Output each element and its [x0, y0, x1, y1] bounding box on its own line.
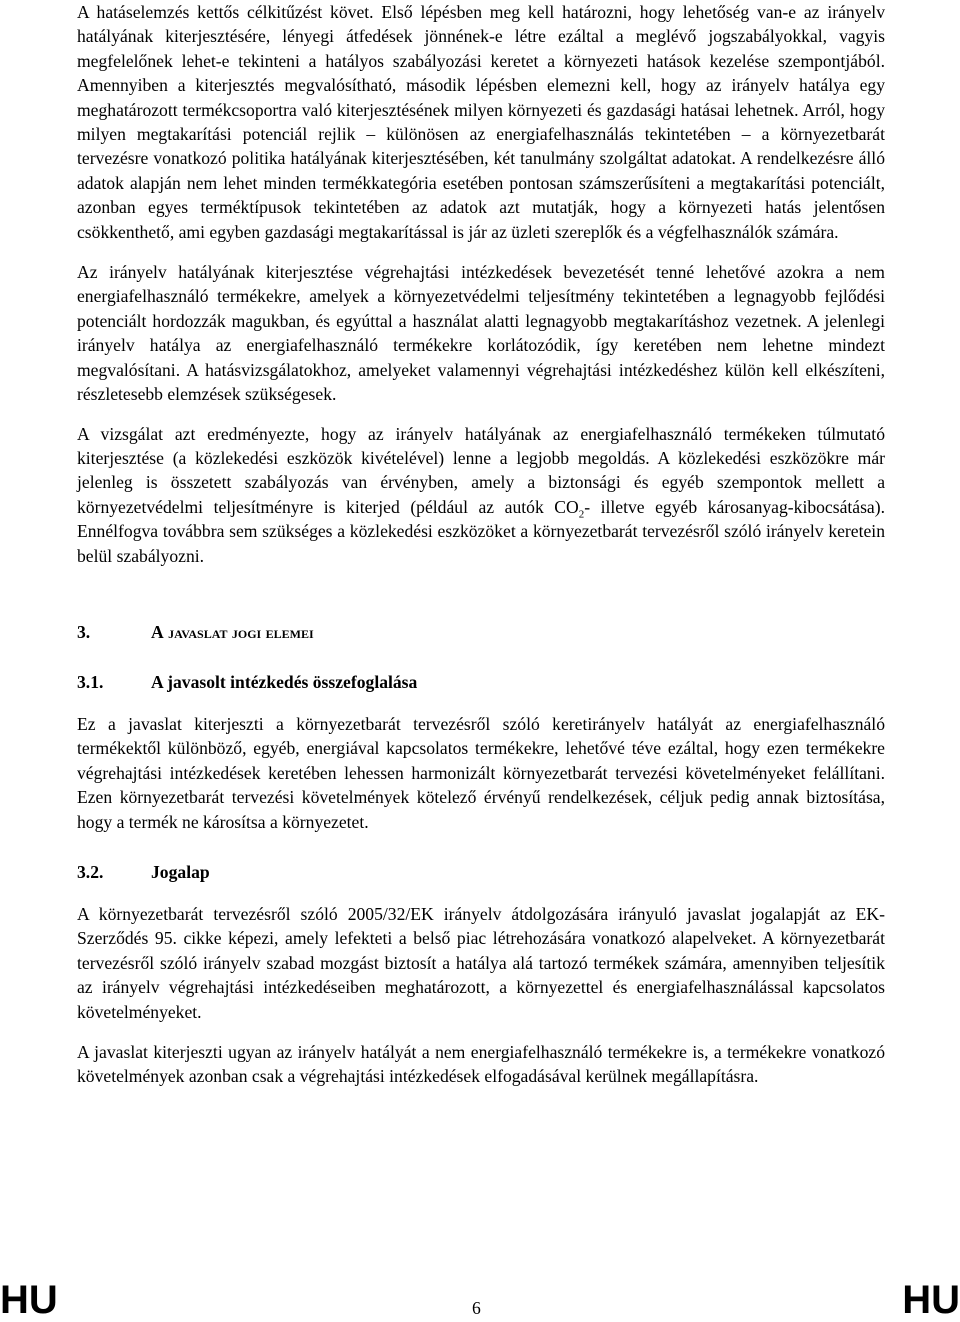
document-body — [77, 0, 885, 1089]
section-number: 3.1. — [77, 671, 104, 692]
paragraph-study-result — [77, 422, 885, 568]
section-heading-3 — [77, 620, 885, 644]
co2-subscript: 2 — [578, 508, 585, 521]
paragraph-legal-basis: A környezetbarát tervezésről szóló 2005/32/EK irányelv átdolgozására irányuló javaslat jogalapját az EK-Szerződés 95. cikke képezi, amely lefekteti a belső piac létrehozására vonatkozó alapelveket. A környezetbarát tervezésről szóló irányelv szabad mozgást biztosít a hatálya alá tartozó termékek számára, amennyiben teljesítik az irányelv végrehajtási intézkedéseiben meghatározott, a környezettel és energiafelhasználással kapcsolatos követelményeket. — [77, 903, 885, 1022]
section-number: 3. — [77, 621, 91, 642]
paragraph-proposal-summary: Ez a javaslat kiterjeszti a környezetbarát tervezésről szóló keretirányelv hatályát az energiafelhasználó termékektől különböző, egyéb, energiával kapcsolatos termékekre, lehetővé téve ezáltal, hogy ezen termékekre végrehajtási intézkedések keretében lehessen harmonizált környezetbarát tervezési követelményeket felállítani. Ezen környezetbarát tervezési követelmények kötelező érvényű rendelkezések, céljuk pedig annak biztosítása, hogy a termék ne károsítsa a környezetet. — [77, 713, 885, 832]
paragraph-scope-extension: Az irányelv hatályának kiterjesztése végrehajtási intézkedések bevezetését tenné lehetővé azokra a nem energiafelhasználó termékekre, amelyek a környezetvédelmi teljesítmény tekintetében a legnagyobb fejlődési potenciált hordozzák magukban, és egyúttal a használat alatti legnagyobb megtakarításhoz vezetnek. A jelenlegi irányelv hatálya az energiafelhasználó termékekre korlátozódik, így keretében nem lehetne mindezt megvalósítani. A hatásvizsgálatokhoz, amelyeket valamennyi végrehajtási intézkedéshez külön kell elkészíteni, részletesebb elemzések szükségesek. — [77, 262, 885, 405]
section-title: A javasolt intézkedés összefoglalása — [151, 671, 418, 692]
footer-language-left: HU — [0, 1278, 58, 1322]
paragraph-study-result-part1: A vizsgálat azt eredményezte, hogy az irányelv hatályának az energiafelhasználó termékeken túlmutató kiterjesztése (a közlekedési eszközök kivételével) lenne a legjobb megoldás. A közlekedési eszközökre már jelenleg is összetett szabályozás van érvényben, amely a biztonsági és egyéb szempontok mellett a környezetvédelmi teljesítményre is kiterjed (például az autók CO — [77, 423, 885, 517]
section-title: Jogalap — [151, 861, 210, 882]
section-title: A javaslat jogi elemei — [151, 621, 314, 642]
section-heading-3-2 — [77, 860, 885, 884]
paragraph-study-result-part2: - illetve egyéb károsanyag-kibocsátása). Ennélfogva továbbra sem szükséges a közlekedési eszközöket a környezetbarát tervezésről szóló irányelv keretein belül szabályozni. — [77, 496, 885, 566]
paragraph-impact-assessment: A hatáselemzés kettős célkitűzést követ. Első lépésben meg kell határozni, hogy lehetőség van-e az irányelv hatályának kiterjesztésére, lényegi átfedések jönnének-e létre ezáltal a meglévő jogszabályokkal, vagyis megfelelőnek lehet-e tekinteni a hatályos szabályozási keretet a környezeti hatások kezelése szempontjából. Amennyiben a kiterjesztés megvalósítható, második lépésben elemezni kell, hogy az irányelv hatálya egy meghatározott termékcsoportra való kiterjesztésének milyen környezeti és gazdasági hatásai lehetnek. Arról, hogy milyen megtakarítási potenciál rejlik – különösen az energiafelhasználás tekintetében – a környezetbarát tervezésre vonatkozó politika hatályának kiterjesztésében, két tanulmány szolgáltat adatokat. A rendelkezésre álló adatok alapján nem lehet minden termékkategória esetében pontosan számszerűsíteni a megtakarítási potenciált, azonban egyes terméktípusok tekintetében az adatok azt mutatják, hogy a környezeti hatás jelentősen csökkenthető, ami egyben gazdasági megtakarítással is jár az üzleti szereplők és a végfelhasználók számára. — [77, 2, 885, 242]
section-number: 3.2. — [77, 861, 104, 882]
paragraph-scope-note: A javaslat kiterjeszti ugyan az irányelv hatályát a nem energiafelhasználó termékekre is, a termékekre vonatkozó követelmények azonban csak a végrehajtási intézkedések elfogadásával kerülnek megállapításra. — [77, 1042, 885, 1087]
footer-language-right: HU — [902, 1278, 960, 1322]
section-heading-3-1 — [77, 670, 885, 694]
page-number: 6 — [472, 1298, 481, 1318]
